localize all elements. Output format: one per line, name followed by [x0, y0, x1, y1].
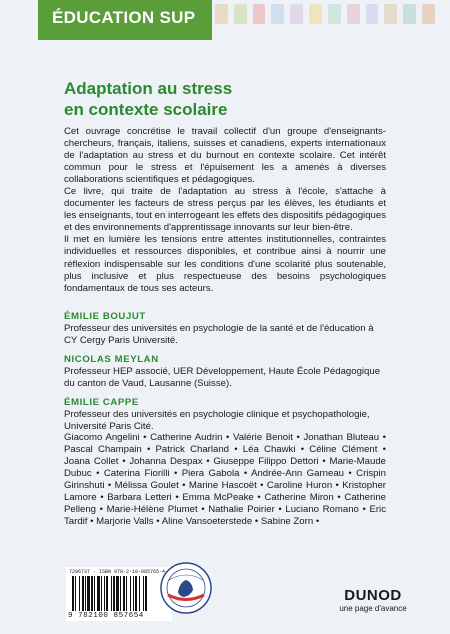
- author-name: NICOLAS MEYLAN: [64, 354, 159, 366]
- authors-list: [64, 311, 386, 440]
- book-title-line-2: en contexte scolaire: [64, 100, 228, 119]
- author-name: ÉMILIE CAPPE: [64, 397, 139, 409]
- summary-text: [64, 126, 386, 295]
- author-entry: [64, 397, 386, 433]
- author-entry: [64, 354, 386, 390]
- publisher-name: DUNOD: [344, 587, 402, 604]
- author-description: Professeur des universités en psychologie de la santé et de l'éducation à CY Cergy Paris Université.: [64, 323, 374, 347]
- printed-in-france-seal-icon: [160, 562, 212, 614]
- summary-paragraph: Cet ouvrage concrétise le travail collectif d'un groupe d'enseignants-chercheurs, français, italiens, suisses et canadiens, experts internationaux de l'adaptation au stress et du burnout en contexte scolaire. Cet intérêt commun pour le stress et l'épuisement les a amenés à diverses collaborations scientifiques et pédagogiques.: [64, 126, 386, 186]
- contributors-list: Giacomo Angelini • Catherine Audrin • Valérie Benoit • Jonathan Bluteau • Pascal Champain • Patrick Charland • Léa Chawki • Céline Clément • Joana Collet • Johanna Despax • Giuseppe Filippo Dettori • Marie-Maude Dubuc • Caterina Fiorilli • Piera Gabola • Andrée-Ann Garneau • Crispin Girinshuti • Mélissa Goulet • Marine Hascoët • Caroline Huron • Kristopher Lamore • Barbara Letteri • Emma McPeake • Catherine Miron • Catherine Pelleng • Marie-Hélène Plumet • Nathalie Poirier • Luciano Romano • Eric Tardif • Marjorie Valls • Aline Vansoeterstede • Sabine Zorn •: [64, 432, 386, 528]
- publisher-tagline: une page d'avance: [339, 604, 407, 613]
- book-title: [64, 78, 394, 120]
- author-name: ÉMILIE BOUJUT: [64, 311, 146, 322]
- author-description: Professeur HEP associé, UER Développement, Haute École Pédagogique du canton de Vaud, Lausanne (Suisse).: [64, 366, 381, 390]
- summary-paragraph: Ce livre, qui traite de l'adaptation au stress à l'école, s'attache à documenter les facteurs de stress perçus par les élèves, les étudiants et les enseignants, tout en interrogeant les effets des dispositifs pédagogiques et des environnements d'apprentissage innovants sur leur bien-être.: [64, 186, 386, 234]
- author-description: Professeur des universités en psychologie clinique et psychopathologie, Université Paris Cité.: [64, 409, 370, 433]
- isbn-barcode: [66, 567, 172, 621]
- author-entry: [64, 311, 386, 347]
- header-decoration: [215, 0, 435, 34]
- isbn-label: 7206737 · ISBN 978-2-10-085765-4: [69, 569, 166, 575]
- book-title-line-1: Adaptation au stress: [64, 79, 233, 98]
- ean-number: 9 782100 857654: [68, 612, 144, 620]
- barcode-bars-icon: [72, 576, 166, 611]
- summary-paragraph: Il met en lumière les tensions entre attentes institutionnelles, contraintes individuelles et ressources disponibles, et contribue ainsi à nourrir une réflexion indispensable sur les conditions d'une scolarité plus soutenable, plus inclusive et plus respectueuse des besoins psychologiques fondamentaux de tous ses acteurs.: [64, 234, 386, 294]
- publisher-logo: [333, 588, 413, 614]
- series-title: ÉDUCATION SUP: [52, 8, 196, 27]
